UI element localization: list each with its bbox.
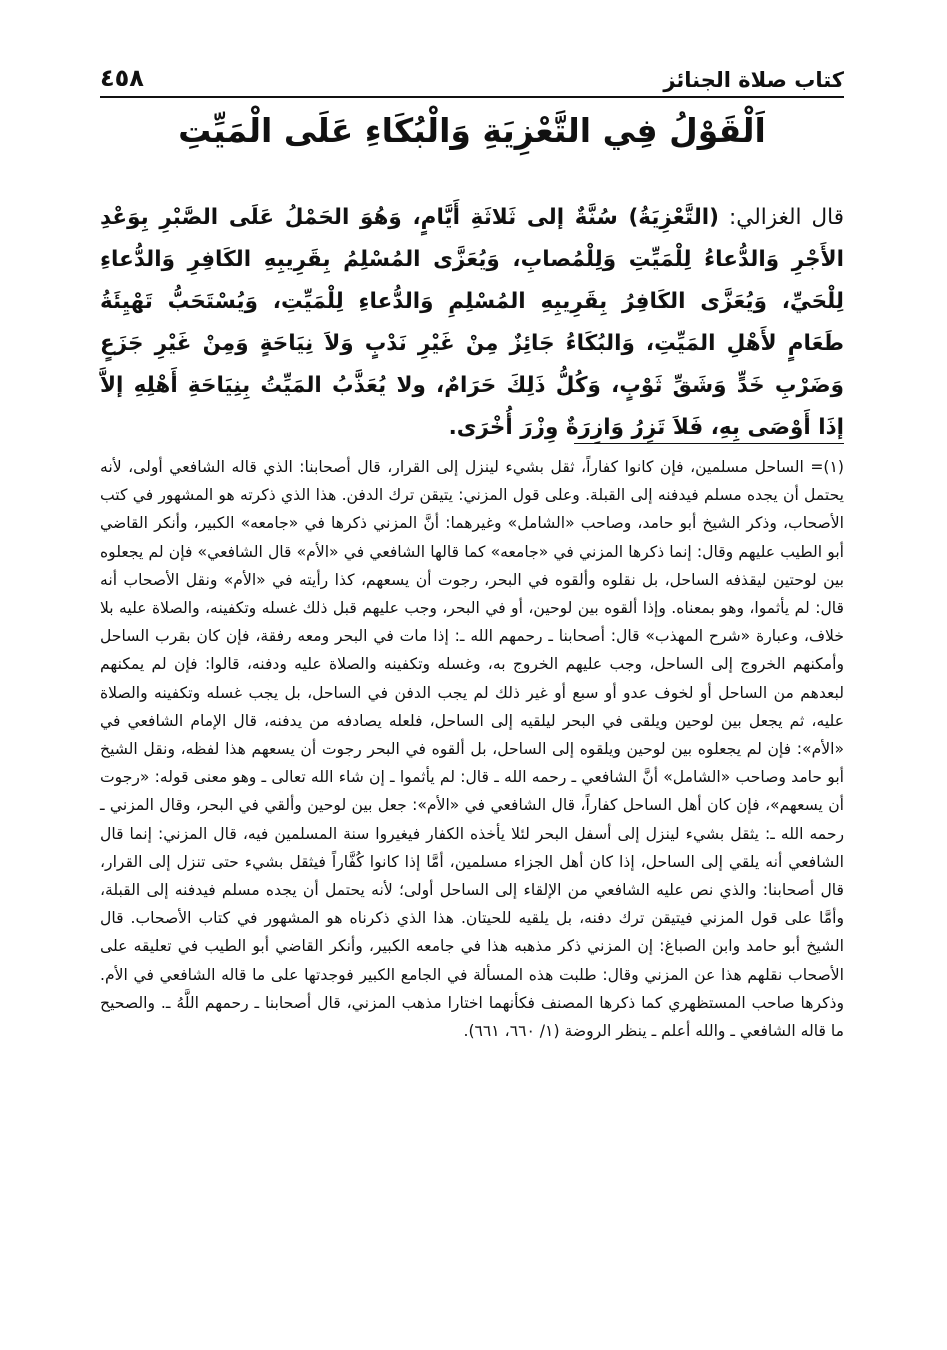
footnote-marker: (١)=	[810, 458, 844, 476]
footnote-block	[100, 453, 844, 1045]
page-number: ٤٥٨	[100, 64, 144, 92]
footnote-text: الساحل مسلمين، فإن كانوا كفاراً، ثقل بشيء لينزل إلى القرار، قال أصحابنا: الذي قاله الشافعي أولى، لأنه يحتمل أن يجده مسلم فيدفنه إلى القبلة. وعلى قول المزني: يتيقن ترك الدفن. هذا الذي ذكرته هو المشهور في كتب الأصحاب، وذكر الشيخ أبو حامد، وصاحب «الشامل» وغيرهما: أنَّ المزني ذكرها في «جامعه» الكبير، وأنكر القاضي أبو الطيب عليهم وقال: إنما ذكرها المزني في «جامعه» كما قالها الشافعي في «الأم» قال الشافعي» فإن لم يجعلوه بين لوحتين ليقذفه الساحل، بل نقلوه وألقوه في البحر، رجوت أن يسعهم، كذا رأيته في «الأم» ونقل الأصحاب أنه قال: لم يأثموا، وهو بمعناه. وإذا ألقوه بين لوحين، أو في البحر، وجب عليهم قبل ذلك غسله وتكفينه، والصلاة عليه بلا خلاف، وعبارة «شرح المهذب» قال: أصحابنا ـ رحمهم الله ـ: إذا مات في البحر ومعه رفقة، فإن كان بقرب الساحل وأمكنهم الخروج إلى الساحل، وجب عليهم الخروج به، وغسله وتكفينه والصلاة عليه ودفنه، قالوا: فإن لم يمكنهم لبعدهم من الساحل أو لخوف عدو أو سبع أو غير ذلك لم يجب الدفن في الساحل، بل يجب غسله وتكفينه والصلاة عليه، ثم يجعل بين لوحين ويلقى في البحر ليلقيه إلى الساحل، فلعله يصادفه من يدفنه، قال الإمام الشافعي في «الأم»: فإن لم يجعلوه بين لوحين ويلقوه إلى الساحل، بل ألقوه في البحر رجوت أن يسعهم هذا لفظه، ونقل الشيخ أبو حامد وصاحب «الشامل» أنَّ الشافعي ـ رحمه الله ـ قال: لم يأثموا ـ إن شاء الله تعالى ـ وهو معنى قوله: «رجوت أن يسعهم»، فإن كان أهل الساحل كفاراً، قال الشافعي في «الأم»: جعل بين لوحين وألقي في البحر، وقال المزني ـ رحمه الله ـ: يثقل بشيء لينزل إلى أسفل البحر لئلا يأخذه الكفار فيغيروا سنة المسلمين فيه، قال المزني: إنما قال الشافعي أنه يلقي إلى الساحل، إذا كان أهل الجزاء مسلمين، أمَّا إذا كانوا كُفَّاراً فيثقل بشيء حتى تنزل إلى القرار، قال أصحابنا: والذي نص عليه الشافعي من الإلقاء إلى الساحل أولى؛ لأنه يحتمل أن يجده مسلم فيدفنه إلى القبلة، وأمَّا على قول المزني فيتيقن ترك دفنه، بل يلقيه للحيتان. هذا الذي ذكرناه هو المشهور في كتاب الأصحاب. قال الشيخ أبو حامد وابن الصباغ: إن المزني ذكر مذهبه هذا في جامعه الكبير، وأنكر القاضي أبو الطيب في تعليقه على الأصحاب نقلهم هذا عن المزني وقال: طلبت هذه المسألة في الجامع الكبير فوجدتها على ما قاله الشافعي في الأم. وذكرها صاحب المستظهري كما ذكرها المصنف فكأنهما اختارا مذهب المزني، قال أصحابنا ـ رحمهم اللَّهُ ـ. والصحيح ما قاله الشافعي ـ والله أعلم ـ ينظر الروضة (١/ ٦٦٠، ٦٦١).	[100, 458, 844, 1041]
running-header	[100, 52, 844, 98]
book-title: كتاب صلاة الجنائز	[663, 68, 844, 92]
main-text	[100, 197, 844, 449]
author-intro: قال الغزالي:	[718, 205, 844, 230]
chapter-heading: اَلْقَوْلُ فِي التَّعْزِيَةِ وَالْبُكَاءِ عَلَى الْمَيِّتِ	[178, 111, 766, 150]
matn-text: (التَّعْزِيَةُ) سُنَّةٌ إلى ثَلاثَةِ أَيَّامٍ، وَهُوَ الحَمْلُ عَلَى الصَّبْرِ بِوَعْدِ الأَجْرِ وَالدُّعاءُ لِلْمَيِّتِ وَلِلْمُصابِ، وَيُعَزَّى المُسْلِمُ بِقَرِيبِهِ الكَافِرِ وَالدُّعاءِ لِلْحَيِّ، وَيُعَزَّى الكَافِرُ بِقَرِيبِهِ المُسْلِمِ وَالدُّعاءِ لِلْمَيِّتِ، وَيُسْتَحَبُّ تَهْيِئَةُ طَعَامٍ لأَهْلِ المَيِّتِ، وَالبُكَاءُ جَائِزٌ مِنْ غَيْرِ نَدْبٍ وَلاَ نِيَاحَةٍ وَمِنْ غَيْرِ جَزَعٍ وَضَرْبِ خَدٍّ وَشَقِّ ثَوْبٍ، وَكُلُّ ذَلِكَ حَرَامٌ، ولا يُعَذَّبُ المَيِّتُ بِنِيَاحَةِ أَهْلِهِ إلاَّ إذَا أَوْصَى بِهِ، فَلاَ تَزِرُ وَازِرَةٌ وِزْرَ أُخْرَى.	[100, 205, 844, 440]
footnote-separator	[574, 443, 844, 444]
